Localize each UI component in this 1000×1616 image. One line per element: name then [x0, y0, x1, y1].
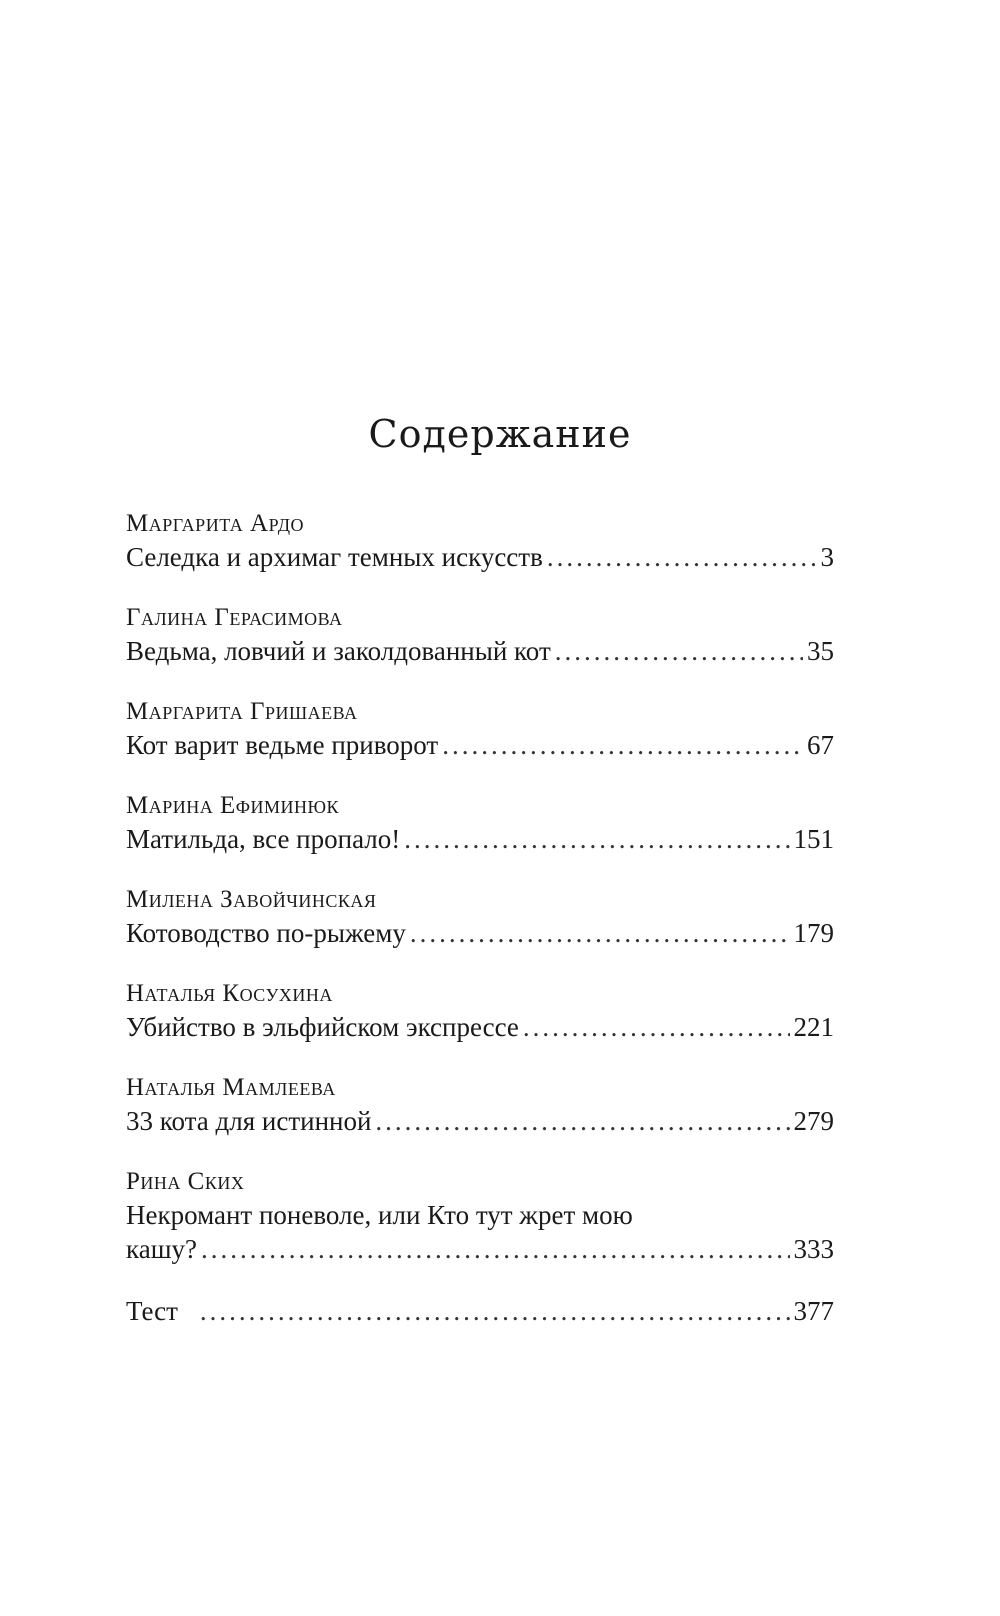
toc-entry — [126, 978, 834, 1044]
page-title: Содержание — [368, 412, 632, 456]
entry-page-number: 179 — [793, 918, 834, 948]
dot-leader — [523, 1010, 790, 1044]
entry-title: Котоводство по-рыжему — [126, 918, 406, 948]
entry-line[interactable] — [126, 1104, 834, 1138]
entry-title: Матильда, все пропало! — [126, 824, 401, 854]
dot-leader — [410, 916, 790, 950]
entry-title: Убийство в эльфийском экспрессе — [126, 1012, 519, 1042]
dot-leader — [442, 728, 803, 762]
entry-page-number: 333 — [793, 1234, 834, 1264]
entry-page-number: 35 — [807, 636, 834, 666]
toc-entry — [126, 602, 834, 668]
dot-leader — [547, 540, 817, 574]
entry-title: Ведьма, ловчий и заколдованный кот — [126, 636, 551, 666]
entry-title: Тест — [126, 1296, 178, 1326]
entry-page-number: 151 — [793, 824, 834, 854]
dot-leader — [555, 634, 803, 668]
entry-line[interactable] — [126, 1294, 834, 1328]
toc-entry — [126, 508, 834, 574]
dot-leader — [375, 1104, 789, 1138]
entry-line[interactable] — [126, 634, 834, 668]
entry-page-number: 67 — [807, 730, 834, 760]
entry-author: Галина Герасимова — [126, 604, 343, 631]
entry-title: Селедка и архимаг темных искусств — [126, 542, 543, 572]
toc-entry — [126, 1166, 834, 1266]
entry-author: Наталья Мамлеева — [126, 1074, 336, 1101]
entry-line[interactable] — [126, 540, 834, 574]
entry-line[interactable] — [126, 728, 834, 762]
entry-author: Марина Ефиминюк — [126, 792, 339, 819]
entry-title-continuation: кашу? — [126, 1234, 197, 1264]
dot-leader — [200, 1294, 790, 1328]
entry-page-number: 3 — [820, 542, 834, 572]
entry-line[interactable] — [126, 916, 834, 950]
toc-entry — [126, 884, 834, 950]
entry-page-number: 377 — [793, 1296, 834, 1326]
dot-leader — [404, 822, 789, 856]
entry-line[interactable] — [126, 822, 834, 856]
table-of-contents — [126, 508, 834, 1356]
entry-title: Кот варит ведьме приворот — [126, 730, 439, 760]
toc-entry-test — [126, 1294, 834, 1328]
entry-line[interactable] — [126, 1010, 834, 1044]
entry-title-first-line[interactable]: Некромант поневоле, или Кто тут жрет мою — [126, 1200, 633, 1230]
toc-entry — [126, 1072, 834, 1138]
toc-entry — [126, 790, 834, 856]
entry-author: Рина Ских — [126, 1168, 245, 1195]
entry-author: Маргарита Ардо — [126, 510, 305, 537]
entry-author: Милена Завойчинская — [126, 886, 377, 913]
entry-page-number: 279 — [793, 1106, 834, 1136]
entry-page-number: 221 — [793, 1012, 834, 1042]
entry-author: Маргарита Гришаева — [126, 698, 358, 725]
entry-line[interactable] — [126, 1232, 834, 1266]
toc-entry — [126, 696, 834, 762]
entry-title: 33 кота для истинной — [126, 1106, 372, 1136]
dot-leader — [201, 1232, 790, 1266]
entry-author: Наталья Косухина — [126, 980, 333, 1007]
